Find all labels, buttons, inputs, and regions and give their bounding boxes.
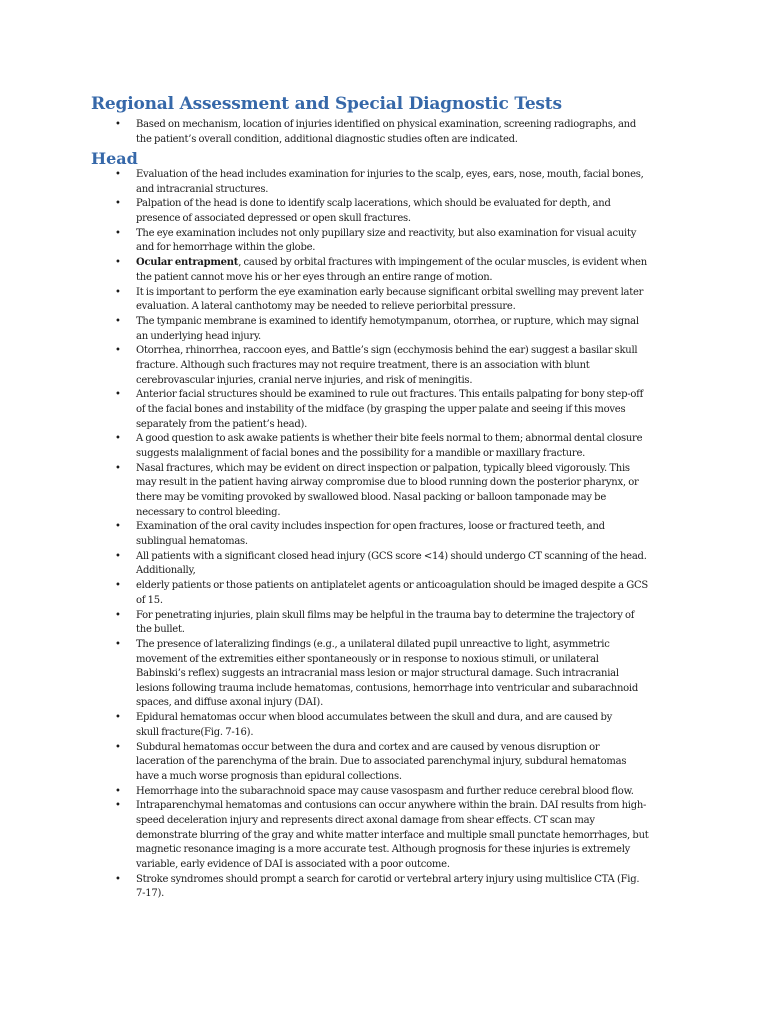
list-item-line bbox=[136, 133, 686, 148]
list-item-line bbox=[136, 300, 686, 315]
line-text: lesions following trauma include hematomas, contusions, hemorrhage into ventricular and subarachnoid bbox=[136, 682, 639, 694]
line-text: All patients with a significant closed head injury (GCS score <14) should undergo CT scanning of the head. bbox=[136, 550, 647, 562]
list-item-line bbox=[136, 344, 686, 359]
list-item bbox=[136, 256, 686, 285]
list-item-line bbox=[136, 594, 686, 609]
line-text: For penetrating injuries, plain skull films may be helpful in the trauma bay to determine the trajectory of bbox=[136, 609, 635, 621]
list-item bbox=[136, 344, 686, 388]
list-item-line bbox=[136, 623, 686, 638]
list-item bbox=[136, 785, 686, 800]
list-item-line bbox=[136, 374, 686, 389]
line-text: the bullet. bbox=[136, 624, 185, 636]
list-item-line bbox=[136, 550, 686, 565]
list-item-line bbox=[136, 388, 686, 403]
list-item-line bbox=[136, 256, 686, 271]
list-item-line bbox=[136, 506, 686, 521]
line-text: and for hemorrhage within the globe. bbox=[136, 242, 316, 254]
list-item-line bbox=[136, 741, 686, 756]
list-item bbox=[136, 462, 686, 520]
line-text: of 15. bbox=[136, 594, 163, 606]
list-item bbox=[136, 388, 686, 432]
line-text: Epidural hematomas occur when blood accumulates between the skull and dura, and are caused by bbox=[136, 712, 613, 724]
line-text: cerebrovascular injuries, cranial nerve injuries, and risk of meningitis. bbox=[136, 374, 473, 386]
list-item bbox=[136, 638, 686, 711]
line-text: A good question to ask awake patients is whether their bite feels normal to them; abnormal dental closure bbox=[136, 433, 643, 445]
list-item-line bbox=[136, 843, 686, 858]
list-item-line bbox=[136, 638, 686, 653]
list-item bbox=[136, 550, 686, 579]
line-text: Hemorrhage into the subarachnoid space may cause vasospasm and further reduce cerebral blood flow. bbox=[136, 785, 634, 797]
line-text: the patient cannot move his or her eyes through an entire range of motion. bbox=[136, 271, 493, 283]
list-item-line bbox=[136, 118, 686, 133]
line-text: speed deceleration injury and represents direct axonal damage from shear effects. CT scan may bbox=[136, 814, 595, 826]
list-item-line bbox=[136, 799, 686, 814]
list-item-line bbox=[136, 491, 686, 506]
line-text: Intraparenchymal hematomas and contusions can occur anywhere within the brain. DAI results from high- bbox=[136, 800, 647, 812]
line-text: elderly patients or those patients on antiplatelet agents or anticoagulation should be imaged despite a GCS bbox=[136, 580, 649, 592]
list-item-line bbox=[136, 447, 686, 462]
list-item-line bbox=[136, 785, 686, 800]
list-item-line bbox=[136, 403, 686, 418]
line-text: suggests malalignment of facial bones and the possibility for a mandible or maxillary fracture. bbox=[136, 447, 586, 459]
list-item-line bbox=[136, 579, 686, 594]
line-text: variable, early evidence of DAI is associated with a poor outcome. bbox=[136, 858, 450, 870]
list-item-line bbox=[136, 476, 686, 491]
line-text: The eye examination includes not only pupillary size and reactivity, but also examination for visual acuity bbox=[136, 227, 637, 239]
list-item bbox=[136, 118, 686, 147]
line-text: evaluation. A lateral canthotomy may be needed to relieve periorbital pressure. bbox=[136, 301, 516, 313]
list-item-line bbox=[136, 873, 686, 888]
line-text: movement of the extremities either spontaneously or in response to noxious stimuli, or unilateral bbox=[136, 653, 599, 665]
line-text: spaces, and diffuse axonal injury (DAI). bbox=[136, 697, 324, 709]
line-text: Stroke syndromes should prompt a search for carotid or vertebral artery injury using multislice CTA (Fig. bbox=[136, 873, 640, 885]
bold-term: Ocular entrapment bbox=[136, 257, 239, 269]
line-text: It is important to perform the eye examination early because significant orbital swelling may prevent later bbox=[136, 286, 644, 298]
page-title: Regional Assessment and Special Diagnostic Tests bbox=[91, 94, 562, 114]
list-item-line bbox=[136, 241, 686, 256]
list-item-line bbox=[136, 653, 686, 668]
list-item-line bbox=[136, 212, 686, 227]
list-item-line bbox=[136, 667, 686, 682]
list-item-line bbox=[136, 682, 686, 697]
list-item-line bbox=[136, 271, 686, 286]
line-text: Otorrhea, rhinorrhea, raccoon eyes, and Battle’s sign (ecchymosis behind the ear) suggest a basilar skull bbox=[136, 345, 638, 357]
list-item-line bbox=[136, 770, 686, 785]
list-item-line bbox=[136, 197, 686, 212]
list-item-line bbox=[136, 315, 686, 330]
list-item-line bbox=[136, 609, 686, 624]
line-text: there may be vomiting provoked by swallowed blood. Nasal packing or balloon tamponade may be bbox=[136, 491, 606, 503]
list-item bbox=[136, 432, 686, 461]
line-text: Subdural hematomas occur between the dura and cortex and are caused by venous disruption or bbox=[136, 741, 600, 753]
list-item bbox=[136, 711, 686, 740]
list-item-line bbox=[136, 432, 686, 447]
line-text: Nasal fractures, which may be evident on direct inspection or palpation, typically bleed vigorously. This bbox=[136, 462, 630, 474]
list-item-line bbox=[136, 462, 686, 477]
line-text: Based on mechanism, location of injuries identified on physical examination, screening radiographs, and bbox=[136, 119, 637, 130]
list-item-line bbox=[136, 829, 686, 844]
list-item-line bbox=[136, 696, 686, 711]
list-item-line bbox=[136, 814, 686, 829]
list-item-line bbox=[136, 418, 686, 433]
list-item bbox=[136, 873, 686, 902]
list-item bbox=[136, 315, 686, 344]
line-text: an underlying head injury. bbox=[136, 330, 261, 342]
line-text: Examination of the oral cavity includes inspection for open fractures, loose or fractured teeth, and bbox=[136, 521, 605, 533]
list-item-line bbox=[136, 887, 686, 902]
line-text: magnetic resonance imaging is a more accurate test. Although prognosis for these injuries is extremely bbox=[136, 844, 631, 856]
line-text: fracture. Although such fractures may not require treatment, there is an association with blunt bbox=[136, 359, 590, 371]
list-item-line bbox=[136, 711, 686, 726]
list-item-line bbox=[136, 858, 686, 873]
list-item-line bbox=[136, 520, 686, 535]
line-text: presence of associated depressed or open skull fractures. bbox=[136, 212, 411, 224]
line-text: skull fracture(Fig. 7-16). bbox=[136, 726, 254, 738]
list-item bbox=[136, 168, 686, 197]
line-text: The presence of lateralizing findings (e.g., a unilateral dilated pupil unreactive to light, asymmetric bbox=[136, 639, 610, 650]
line-text: Palpation of the head is done to identify scalp lacerations, which should be evaluated for depth, and bbox=[136, 198, 611, 210]
list-item-line bbox=[136, 726, 686, 741]
line-text: and intracranial structures. bbox=[136, 183, 269, 195]
list-item-line bbox=[136, 168, 686, 183]
list-item bbox=[136, 227, 686, 256]
line-text: Babinski’s reflex) suggests an intracranial mass lesion or major structural damage. Such intracranial bbox=[136, 668, 619, 680]
line-text: Additionally, bbox=[136, 565, 196, 577]
list-item bbox=[136, 579, 686, 608]
list-item bbox=[136, 609, 686, 638]
line-text: sublingual hematomas. bbox=[136, 535, 248, 547]
line-text: Evaluation of the head includes examination for injuries to the scalp, eyes, ears, nose, mouth, facial bones, bbox=[136, 169, 644, 180]
line-text: demonstrate blurring of the gray and white matter interface and multiple small punctate hemorrhages, but bbox=[136, 829, 649, 841]
list-item bbox=[136, 286, 686, 315]
line-text: , caused by orbital fractures with impingement of the ocular muscles, is evident when bbox=[238, 257, 647, 269]
line-text: laceration of the parenchyma of the brain. Due to associated parenchymal injury, subdural hematomas bbox=[136, 756, 627, 768]
list-item-line bbox=[136, 564, 686, 579]
list-item-line bbox=[136, 286, 686, 301]
list-item-line bbox=[136, 227, 686, 242]
line-text: 7-17). bbox=[136, 888, 165, 900]
line-text: separately from the patient’s head). bbox=[136, 418, 308, 430]
line-text: of the facial bones and instability of the midface (by grasping the upper palate and seeing if this moves bbox=[136, 403, 626, 415]
line-text: Anterior facial structures should be examined to rule out fractures. This entails palpating for bony step-off bbox=[136, 389, 644, 401]
line-text: the patient’s overall condition, additional diagnostic studies often are indicated. bbox=[136, 133, 518, 145]
list-item-line bbox=[136, 755, 686, 770]
line-text: necessary to control bleeding. bbox=[136, 506, 281, 518]
list-item bbox=[136, 799, 686, 872]
list-item-line bbox=[136, 183, 686, 198]
line-text: may result in the patient having airway compromise due to blood running down the posterior pharynx, or bbox=[136, 477, 639, 489]
list-item-line bbox=[136, 535, 686, 550]
line-text: The tympanic membrane is examined to identify hemotympanum, otorrhea, or rupture, which may signal bbox=[136, 316, 639, 327]
list-item bbox=[136, 741, 686, 785]
list-item bbox=[136, 520, 686, 549]
list-item-line bbox=[136, 330, 686, 345]
list-item bbox=[136, 197, 686, 226]
section-heading-head: Head bbox=[91, 149, 138, 168]
list-item-line bbox=[136, 359, 686, 374]
line-text: have a much worse prognosis than epidural collections. bbox=[136, 770, 402, 782]
